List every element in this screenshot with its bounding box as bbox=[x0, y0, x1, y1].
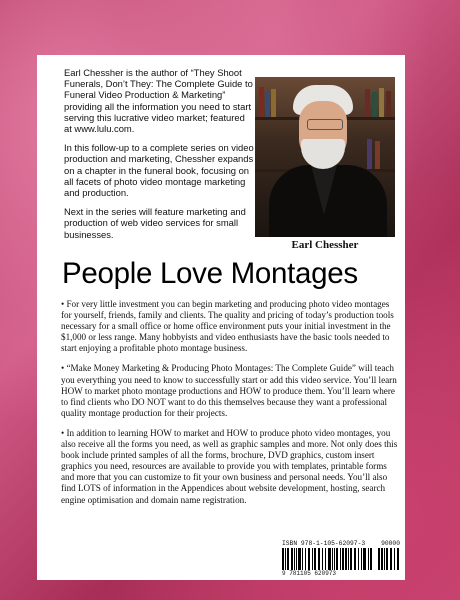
body-paragraph-2: • “Make Money Marketing & Producing Photo Montages: The Complete Guide” will teach you everything you need to know to successfully start or add this video service. You’ll learn HOW to market photo montage productions and HOW to produce them. You’ll learn where to find clients who DO NOT want to do this themselves because they want a professional quality montage production for their projects. bbox=[61, 363, 397, 418]
price-code: 90000 bbox=[381, 540, 400, 547]
author-blurb bbox=[64, 67, 254, 248]
barcode-digits: 9 781105 620973 bbox=[282, 570, 337, 577]
barcode-addon-bars bbox=[378, 548, 400, 570]
blurb-paragraph-1: Earl Chessher is the author of “They Shoot Funerals, Don’t They: The Complete Guide to Funeral Video Production & Marketing” providing all the information you need to start serving this lucrative video market; featured at www.lulu.com. bbox=[64, 67, 253, 135]
body-paragraph-1: • For very little investment you can begin marketing and producing photo video montages for yourself, friends, family and clients. The quality and pricing of today’s production tools necessary for a small office or home office environment puts your initial investment in the $1,000 or less range. Many hobbyists and video enthusiasts have the basic tools needed to start enjoying a profitable photo montage business. bbox=[61, 299, 394, 354]
body-copy bbox=[61, 299, 401, 515]
isbn-barcode bbox=[282, 540, 400, 577]
blurb-paragraph-3: Next in the series will feature marketing and production of web video services for small businesses. bbox=[64, 206, 246, 240]
body-paragraph-3: • In addition to learning HOW to market and HOW to produce photo video montages, you also receive all the forms you need, as well as graphic samples and more. Not only does this book include printed samples of all the forms, brochure, DVD graphics, custom insert graphics you need, resources are available to provide you with templates, printable forms and more that you can customize to fit your own business and personal needs. You’ll also find LOTS of information in the Appendices about website development, hosting, search engine optimisation and domain name registration. bbox=[61, 427, 398, 505]
back-cover-panel bbox=[37, 55, 405, 580]
barcode-bars bbox=[282, 548, 374, 570]
blurb-paragraph-2: In this follow-up to a complete series on video production and marketing, Chessher expands on a chapter in the funeral book, focusing on all facets of photo video montage marketing and production. bbox=[64, 142, 254, 199]
author-photo bbox=[255, 77, 395, 237]
headline: People Love Montages bbox=[62, 257, 358, 290]
photo-caption: Earl Chessher bbox=[291, 239, 359, 251]
isbn-number: ISBN 978-1-105-62097-3 bbox=[282, 540, 366, 547]
